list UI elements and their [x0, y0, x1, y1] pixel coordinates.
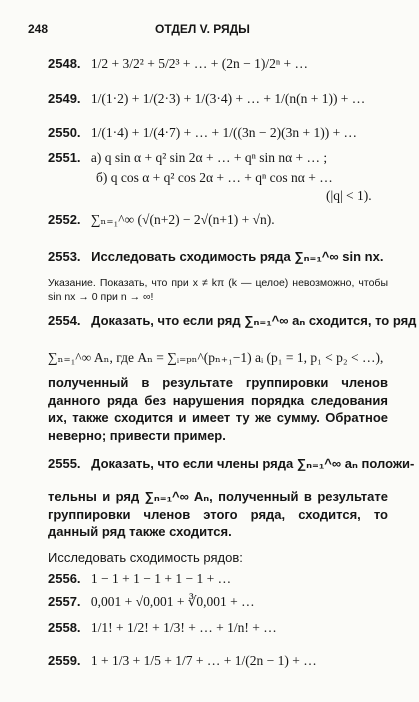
problem-2555	[48, 456, 414, 472]
problem-number: 2554.	[48, 313, 81, 328]
problem-expression: 1 + 1/3 + 1/5 + 1/7 + … + 1/(2n − 1) + …	[90, 653, 317, 668]
problem-2556	[48, 571, 231, 587]
problem-text: Доказать, что если члены ряда ∑ₙ₌₁^∞ aₙ положи-	[91, 456, 415, 471]
problem-2553	[48, 249, 383, 265]
problem-text: Исследовать сходимость ряда ∑ₙ₌₁^∞ sin nx.	[91, 249, 384, 264]
problem-2551-a	[48, 150, 327, 166]
problem-number: 2556.	[48, 571, 81, 586]
problem-expression: ∑ₙ₌₁^∞ (√(n+2) − 2√(n+1) + √n).	[90, 212, 275, 227]
problem-expression: 0,001 + √0,001 + ∛0,001 + …	[90, 594, 255, 609]
problem-continuation: тельны и ряд ∑ₙ₌₁^∞ Aₙ, полученный в результате группировки членов этого ряда, сходится, то данный ряд также сходится.	[48, 489, 388, 539]
page-header-title: ОТДЕЛ V. РЯДЫ	[155, 22, 250, 36]
problem-number: 2548.	[48, 56, 81, 71]
hint: Указание. Показать, что при x ≠ kπ (k — целое) невозможно, чтобы sin nx → 0 при n → ∞!	[48, 277, 388, 303]
problem-expression: 1/1! + 1/2! + 1/3! + … + 1/n! + …	[90, 620, 277, 635]
problem-formula: ∑ₙ₌₁^∞ Aₙ, где Aₙ = ∑ᵢ₌ₚₙ^(pₙ₊₁−1) aᵢ (p₁ = 1, p₁ < p₂ < …),	[48, 350, 384, 365]
page-number: 248	[28, 22, 49, 36]
problem-number: 2552.	[48, 212, 81, 227]
problem-expression: 1 − 1 + 1 − 1 + 1 − 1 + …	[90, 571, 232, 586]
problem-expression: 1/(1·2) + 1/(2·3) + 1/(3·4) + … + 1/(n(n + 1)) + …	[90, 91, 366, 106]
problem-expression-a: а) q sin α + q² sin 2α + … + qⁿ sin nα + … ;	[90, 150, 328, 165]
problem-2558	[48, 620, 277, 636]
problem-number: 2553.	[48, 249, 81, 264]
problem-2549	[48, 91, 365, 107]
problem-number: 2551.	[48, 150, 81, 165]
problem-number: 2555.	[48, 456, 81, 471]
problem-expression: 1/(1·4) + 1/(4·7) + … + 1/((3n − 2)(3n + 1)) + …	[90, 125, 358, 140]
problem-2552	[48, 212, 275, 228]
problem-2550	[48, 125, 357, 141]
problem-2554	[48, 313, 416, 329]
problem-continuation: полученный в результате группировки членов данного ряда без нарушения порядка следования их, также сходится и имеет ту же сумму. Обратное неверно; привести пример.	[48, 375, 388, 443]
problem-expression-b: б) q cos α + q² cos 2α + … + qⁿ cos nα + …	[96, 170, 333, 185]
problem-number: 2558.	[48, 620, 81, 635]
problem-expression: 1/2 + 3/2² + 5/2³ + … + (2n − 1)/2ⁿ + …	[90, 56, 308, 71]
problem-text: Доказать, что если ряд ∑ₙ₌₁^∞ aₙ сходится, то ряд	[91, 313, 417, 328]
problem-2557	[48, 594, 255, 610]
problem-number: 2549.	[48, 91, 81, 106]
problem-2548	[48, 56, 308, 72]
problem-number: 2557.	[48, 594, 81, 609]
problem-condition: (|q| < 1).	[326, 188, 372, 203]
problem-2559	[48, 653, 317, 669]
problem-number: 2550.	[48, 125, 81, 140]
problem-number: 2559.	[48, 653, 81, 668]
section-intro: Исследовать сходимость рядов:	[48, 550, 243, 565]
